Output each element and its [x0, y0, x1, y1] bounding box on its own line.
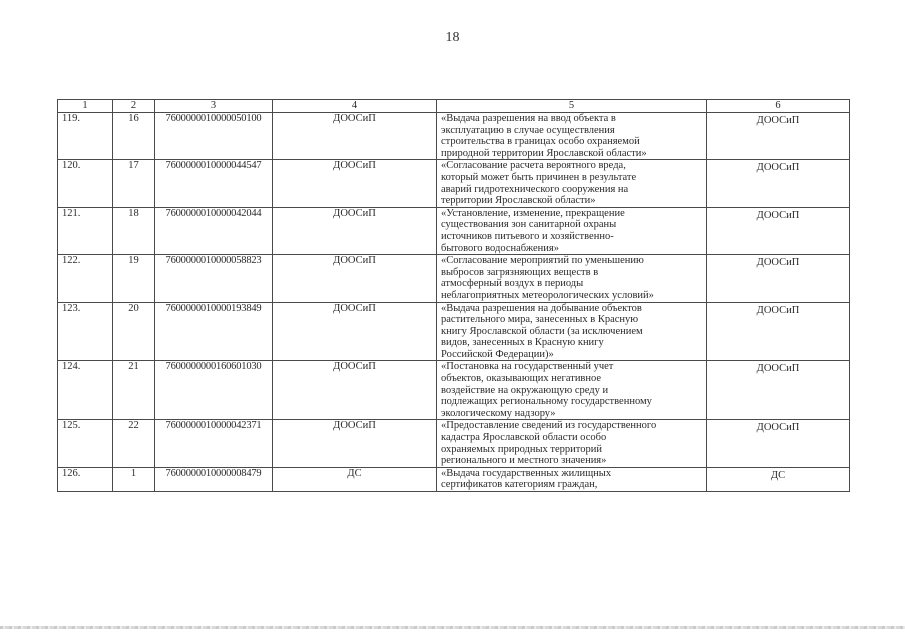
service-name-line: книгу Ярославской области (за исключением — [441, 325, 643, 337]
column-header-6: 6 — [707, 100, 850, 113]
organization: ДООСиП — [273, 302, 437, 361]
service-name-line: природной территории Ярославской области» — [441, 147, 647, 159]
service-registry-code: 7600000010000050100 — [155, 113, 273, 160]
service-name-line: «Выдача государственных жилищных — [441, 467, 612, 479]
row-number: 124. — [58, 361, 113, 420]
service-name — [437, 302, 707, 361]
responsible-organization: ДС — [707, 467, 850, 491]
column-header-1: 1 — [58, 100, 113, 113]
service-registry-code: 7600000010000058823 — [155, 255, 273, 302]
service-name-line: «Предоставление сведений из государственного — [441, 420, 657, 432]
row-sub-number: 22 — [113, 420, 155, 467]
column-header-5: 5 — [437, 100, 707, 113]
responsible-organization: ДООСиП — [707, 255, 850, 302]
row-number: 125. — [58, 420, 113, 467]
table-row — [58, 255, 850, 302]
row-sub-number: 17 — [113, 160, 155, 207]
row-number: 126. — [58, 467, 113, 491]
service-name-line: «Постановка на государственный учет — [441, 361, 614, 373]
row-sub-number: 21 — [113, 361, 155, 420]
row-sub-number: 1 — [113, 467, 155, 491]
service-name-line: «Согласование расчета вероятного вреда, — [441, 160, 626, 172]
page-number: 18 — [445, 30, 460, 45]
table-row — [58, 420, 850, 467]
service-name-line: эксплуатацию в случае осуществления — [441, 124, 615, 136]
responsible-organization: ДООСиП — [707, 113, 850, 160]
service-name-line: территории Ярославской области» — [441, 195, 596, 207]
organization: ДС — [273, 467, 437, 491]
service-name-line: подлежащих региональному государственному — [441, 396, 652, 408]
row-sub-number: 18 — [113, 207, 155, 254]
service-name-line: выбросов загрязняющих веществ в — [441, 266, 599, 278]
service-registry-code: 7600000010000193849 — [155, 302, 273, 361]
column-header-4: 4 — [273, 100, 437, 113]
service-name-line: растительного мира, занесенных в Красную — [441, 314, 639, 326]
service-name-line: кадастра Ярославской области особо — [441, 432, 607, 444]
service-name — [437, 207, 707, 254]
service-name — [437, 467, 707, 491]
service-name-line: источников питьевого и хозяйственно- — [441, 230, 614, 242]
row-number: 119. — [58, 113, 113, 160]
column-header-3: 3 — [155, 100, 273, 113]
table-header-row — [58, 100, 850, 113]
row-number: 121. — [58, 207, 113, 254]
row-sub-number: 19 — [113, 255, 155, 302]
responsible-organization: ДООСиП — [707, 420, 850, 467]
organization: ДООСиП — [273, 207, 437, 254]
responsible-organization: ДООСиП — [707, 361, 850, 420]
organization: ДООСиП — [273, 420, 437, 467]
service-registry-code: 7600000010000044547 — [155, 160, 273, 207]
service-name — [437, 361, 707, 420]
service-name-line: атмосферный воздух в периоды — [441, 278, 584, 290]
table-body — [58, 100, 850, 492]
service-name-line: «Согласование мероприятий по уменьшению — [441, 255, 644, 267]
service-name-line: охраняемых природных территорий — [441, 443, 602, 455]
row-sub-number: 20 — [113, 302, 155, 361]
service-name-line: который может быть причинен в результате — [441, 171, 637, 183]
service-name-line: видов, занесенных в Красную книгу — [441, 337, 604, 349]
service-name-line: «Выдача разрешения на добывание объектов — [441, 302, 642, 314]
row-number: 123. — [58, 302, 113, 361]
service-name — [437, 255, 707, 302]
service-name-line: строительства в границах особо охраняемой — [441, 136, 640, 148]
service-name-line: воздействие на окружающую среду и — [441, 384, 609, 396]
responsible-organization: ДООСиП — [707, 207, 850, 254]
service-name-line: существования зон санитарной охраны — [441, 219, 617, 231]
table-row — [58, 302, 850, 361]
service-name-line: сертификатов категориям граждан, — [441, 479, 598, 491]
service-name-line: объектов, оказывающих негативное — [441, 373, 602, 385]
organization: ДООСиП — [273, 361, 437, 420]
scan-edge-artifact — [0, 626, 905, 629]
service-name — [437, 160, 707, 207]
table-row — [58, 361, 850, 420]
organization: ДООСиП — [273, 255, 437, 302]
row-sub-number: 16 — [113, 113, 155, 160]
service-name-line: Российской Федерации)» — [441, 348, 554, 360]
service-name-line: аварий гидротехнического сооружения на — [441, 183, 629, 195]
row-number: 122. — [58, 255, 113, 302]
service-registry-code: 7600000010000042044 — [155, 207, 273, 254]
service-name-line: регионального и местного значения» — [441, 455, 607, 467]
service-registry-code: 7600000010000008479 — [155, 467, 273, 491]
services-table — [57, 99, 850, 492]
service-name-line: «Установление, изменение, прекращение — [441, 207, 625, 219]
service-registry-code: 7600000010000042371 — [155, 420, 273, 467]
service-name-line: неблагоприятных метеорологических условий» — [441, 289, 654, 301]
row-number: 120. — [58, 160, 113, 207]
service-name — [437, 113, 707, 160]
organization: ДООСиП — [273, 113, 437, 160]
table-row — [58, 207, 850, 254]
column-header-2: 2 — [113, 100, 155, 113]
service-registry-code: 7600000000160601030 — [155, 361, 273, 420]
service-name-line: экологическому надзору» — [441, 407, 556, 419]
table-row — [58, 467, 850, 491]
service-name-line: бытового водоснабжения» — [441, 242, 559, 254]
responsible-organization: ДООСиП — [707, 302, 850, 361]
responsible-organization: ДООСиП — [707, 160, 850, 207]
service-name — [437, 420, 707, 467]
service-name-line: «Выдача разрешения на ввод объекта в — [441, 113, 616, 124]
table-row — [58, 160, 850, 207]
organization: ДООСиП — [273, 160, 437, 207]
table-row — [58, 113, 850, 160]
